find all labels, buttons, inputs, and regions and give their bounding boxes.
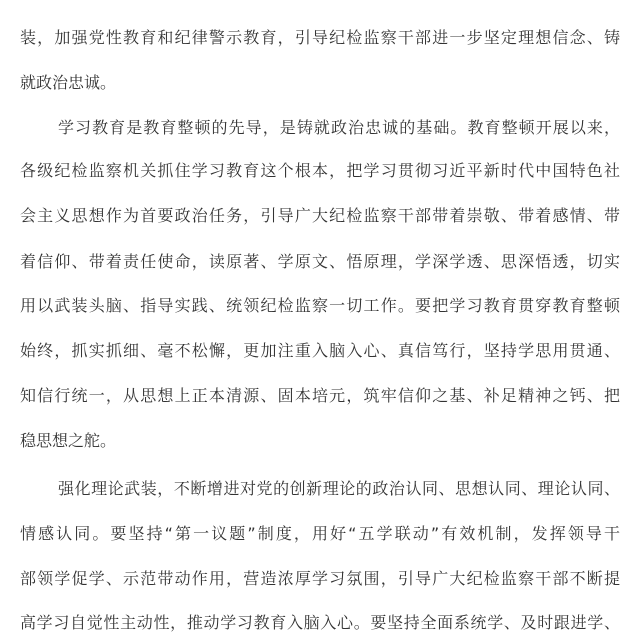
body-text-line: 稳思想之舵。: [20, 431, 117, 450]
body-text-line: 高学习自觉性主动性，推动学习教育入脑入心。要坚持全面系统学、及时跟进学、: [20, 613, 620, 632]
body-text-line: 部领学促学、示范带动作用，营造浓厚学习氛围，引导广大纪检监察干部不断提: [20, 569, 620, 588]
body-text-line: 强化理论武装，不断增进对党的创新理论的政治认同、思想认同、理论认同、: [58, 479, 620, 498]
body-text-line: 情感认同。要坚持“第一议题”制度，用好“五学联动”有效机制，发挥领导干: [20, 524, 620, 543]
body-text-line: 会主义思想作为首要政治任务，引导广大纪检监察干部带着崇敬、带着感情、带: [20, 206, 620, 225]
body-text-line: 用以武装头脑、指导实践、统领纪检监察一切工作。要把学习教育贯穿教育整顿: [20, 296, 620, 315]
body-text-line: 各级纪检监察机关抓住学习教育这个根本，把学习贯彻习近平新时代中国特色社: [20, 161, 620, 180]
body-text-line: 知信行统一，从思想上正本清源、固本培元，筑牢信仰之基、补足精神之钙、把: [20, 386, 620, 405]
body-text-line: 装，加强党性教育和纪律警示教育，引导纪检监察干部进一步坚定理想信念、铸: [20, 28, 620, 47]
body-text-line: 学习教育是教育整顿的先导，是铸就政治忠诚的基础。教育整顿开展以来，: [58, 118, 620, 137]
body-text-line: 始终，抓实抓细、毫不松懈，更加注重入脑入心、真信笃行，坚持学思用贯通、: [20, 341, 620, 360]
body-text-line: 就政治忠诚。: [20, 73, 117, 92]
body-text-line: 着信仰、带着责任使命，读原著、学原文、悟原理，学深学透、思深悟透，切实: [20, 252, 620, 271]
